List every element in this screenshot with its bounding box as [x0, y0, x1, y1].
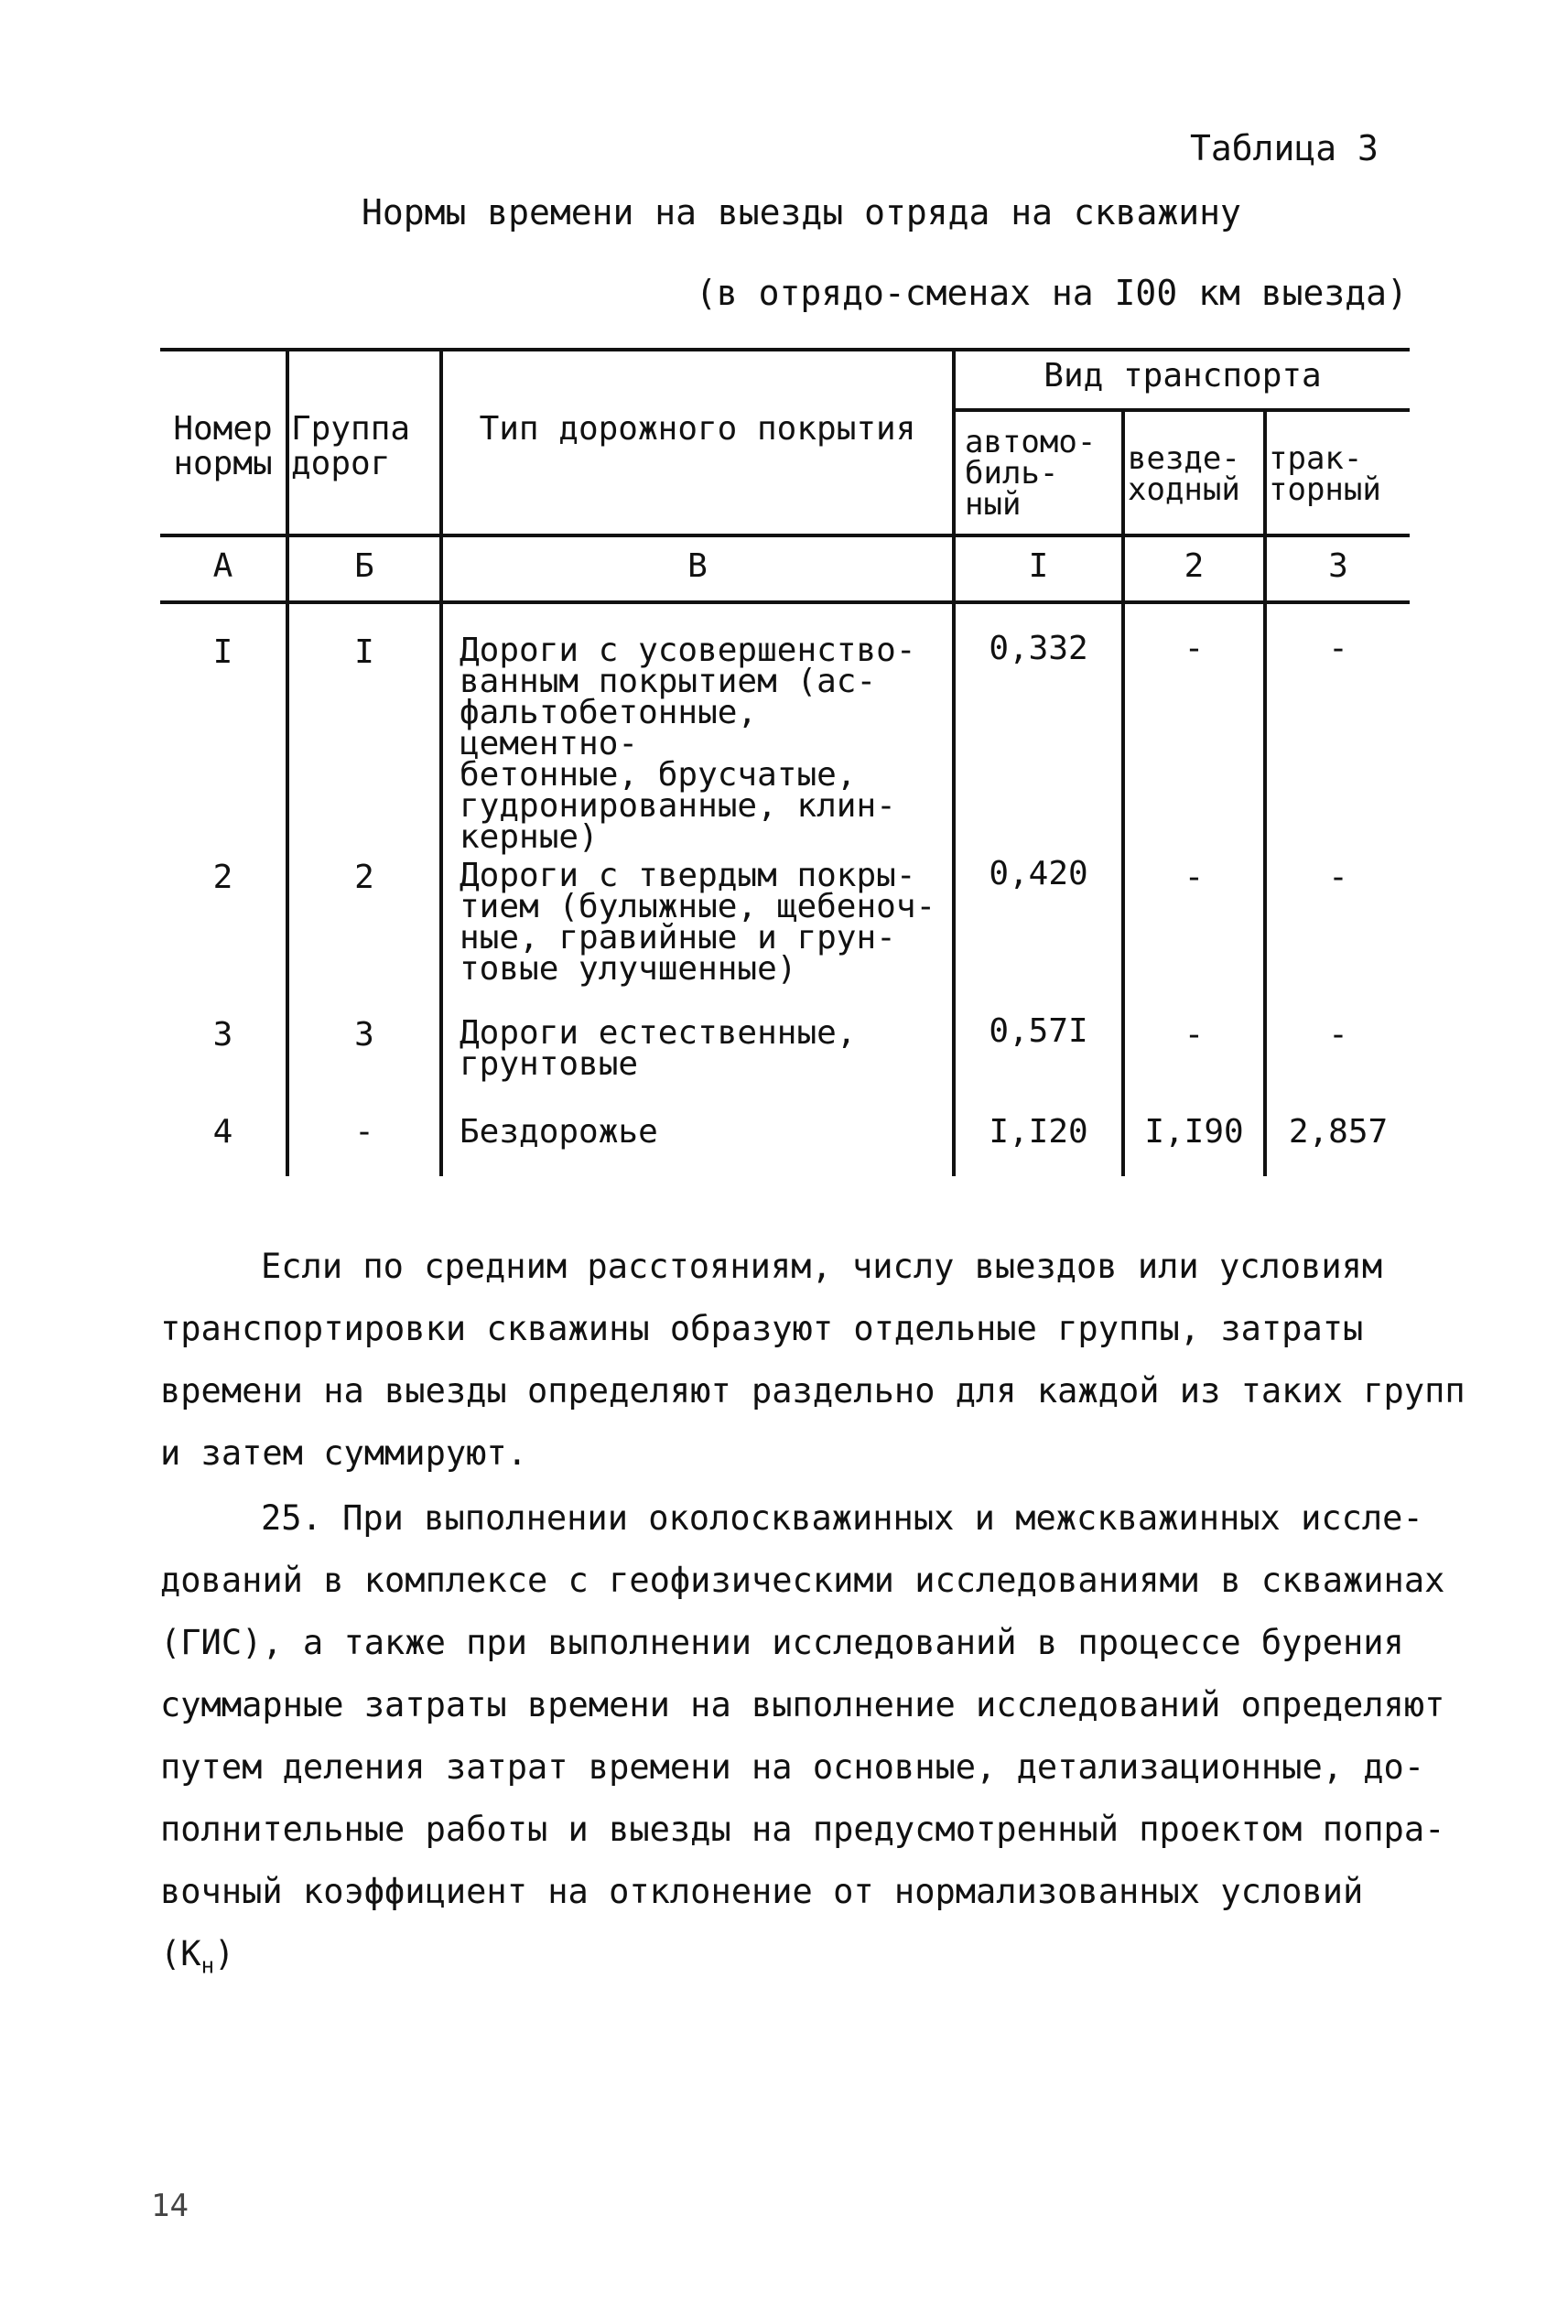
paragraph-line: полнительные работы и выезды на предусмотренный проектом попра-	[160, 1810, 1445, 1849]
road-type-line: тием (булыжные, щебеноч-	[460, 888, 936, 925]
paragraph-line: Если по средним расстояниям, числу выездов или условиям	[261, 1247, 1383, 1286]
col-divider-4	[1121, 408, 1125, 1176]
auto-value-cell: 0,57I	[989, 1012, 1088, 1050]
index-cell: 2	[1184, 547, 1205, 585]
header-auto-line: биль-	[965, 455, 1059, 492]
index-cell: Б	[354, 547, 374, 585]
allterrain-value-cell: I,I90	[1144, 1113, 1244, 1151]
paragraph-line: вочный коэффициент на отклонение от нормализованных условий	[160, 1872, 1364, 1911]
road-type-line: бетонные, брусчатые,	[460, 756, 857, 794]
tractor-value-cell: -	[1328, 630, 1348, 667]
header-auto-line: ный	[965, 486, 1022, 523]
paragraph-line: времени на выезды определяют раздельно для каждой из таких групп	[160, 1371, 1465, 1411]
col-divider-5	[1263, 408, 1267, 1176]
road-type-line: грунтовые	[460, 1045, 639, 1083]
paragraph-line: путем деления затрат времени на основные, детализационные, до-	[160, 1747, 1425, 1787]
paragraph-line: суммарные затраты времени на выполнение исследований определяют	[160, 1685, 1445, 1724]
road-type-line: Дороги с усовершенство-	[460, 632, 916, 669]
page-number: 14	[151, 2188, 189, 2224]
road-type-cell	[460, 857, 954, 988]
header-norm-number-line: нормы	[173, 445, 273, 482]
k-symbol: (К	[160, 1934, 201, 1973]
paragraph-line: транспортировки скважины образуют отдельные группы, затраты	[160, 1309, 1364, 1348]
header-road-type: Тип дорожного покрытия	[479, 410, 916, 448]
header-bottom-line	[160, 534, 1410, 537]
road-type-line: Бездорожье	[460, 1113, 658, 1151]
auto-value-cell: 0,420	[989, 855, 1088, 892]
table-label: Таблица 3	[1190, 128, 1379, 168]
road-type-line: ные, гравийные и грун-	[460, 919, 896, 957]
paragraph-line: 25. При выполнении околоскважинных и межскважинных иссле-	[261, 1498, 1423, 1538]
k-coefficient	[160, 1923, 1423, 1996]
table-top-border	[160, 348, 1410, 351]
header-tractor	[1269, 440, 1410, 508]
norm-number-cell: 4	[212, 1113, 233, 1151]
paragraph-line: дований в комплексе с геофизическими исследованиями в скважинах	[160, 1561, 1445, 1600]
tractor-value-cell: 2,857	[1288, 1113, 1389, 1151]
header-norm-number-line: Номер	[173, 410, 273, 448]
road-type-line: Дороги естественные,	[460, 1014, 857, 1052]
header-road-group-line: Группа	[291, 410, 411, 448]
road-type-line: фальтобетонные, цементно-	[460, 694, 758, 762]
allterrain-value-cell: -	[1184, 630, 1205, 667]
header-auto-line: автомо-	[965, 424, 1097, 460]
road-type-line: керные)	[460, 818, 599, 856]
col-divider-2	[439, 348, 443, 1176]
header-road-group	[291, 412, 438, 481]
paragraph-2	[160, 1487, 1445, 1996]
header-tractor-line: трак-	[1269, 440, 1363, 477]
index-cell: 3	[1328, 547, 1348, 585]
road-type-cell	[460, 1014, 954, 1083]
road-group-cell: I	[354, 633, 374, 671]
table-title: Нормы времени на выезды отряда на скважину	[362, 192, 1241, 232]
index-cell: В	[687, 547, 708, 585]
road-type-cell	[460, 632, 954, 856]
road-type-line: ванным покрытием (ас-	[460, 663, 877, 700]
auto-value-cell: I,I20	[989, 1113, 1088, 1151]
paragraph-line: и затем суммируют.	[160, 1433, 527, 1473]
road-type-line: товые улучшенные)	[460, 950, 797, 988]
paragraph-line: (ГИС), а также при выполнении исследований в процессе бурения	[160, 1623, 1404, 1662]
norm-number-cell: 2	[212, 859, 233, 896]
road-group-cell: -	[354, 1113, 374, 1151]
header-allterrain	[1128, 440, 1263, 508]
road-group-cell: 3	[354, 1016, 374, 1054]
header-road-group-line: дорог	[291, 445, 391, 482]
tractor-value-cell: -	[1328, 859, 1348, 896]
k-subscript: н	[200, 1952, 215, 1979]
road-group-cell: 2	[354, 859, 374, 896]
index-row-bottom-line	[160, 600, 1410, 604]
header-allterrain-line: везде-	[1128, 440, 1240, 477]
table-units: (в отрядо-сменах на I00 км выезда)	[696, 273, 1408, 313]
road-type-cell	[460, 1115, 954, 1150]
auto-value-cell: 0,332	[989, 630, 1088, 667]
index-cell: А	[212, 547, 233, 585]
tractor-value-cell: -	[1328, 1016, 1348, 1054]
header-auto	[965, 424, 1120, 523]
header-norm-number	[160, 412, 286, 481]
transport-subheader-line	[952, 408, 1410, 412]
paragraph-1	[160, 1236, 1465, 1485]
k-close-paren: )	[214, 1934, 235, 1973]
header-transport: Вид транспорта	[1044, 357, 1322, 395]
allterrain-value-cell: -	[1184, 1016, 1205, 1054]
header-tractor-line: торный	[1269, 471, 1381, 508]
road-type-line: Дороги с твердым покры-	[460, 857, 916, 894]
norm-number-cell: 3	[212, 1016, 233, 1054]
road-type-line: гудронированные, клин-	[460, 787, 896, 825]
index-cell: I	[1028, 547, 1049, 585]
norm-number-cell: I	[212, 633, 233, 671]
allterrain-value-cell: -	[1184, 859, 1205, 896]
header-allterrain-line: ходный	[1128, 471, 1240, 508]
